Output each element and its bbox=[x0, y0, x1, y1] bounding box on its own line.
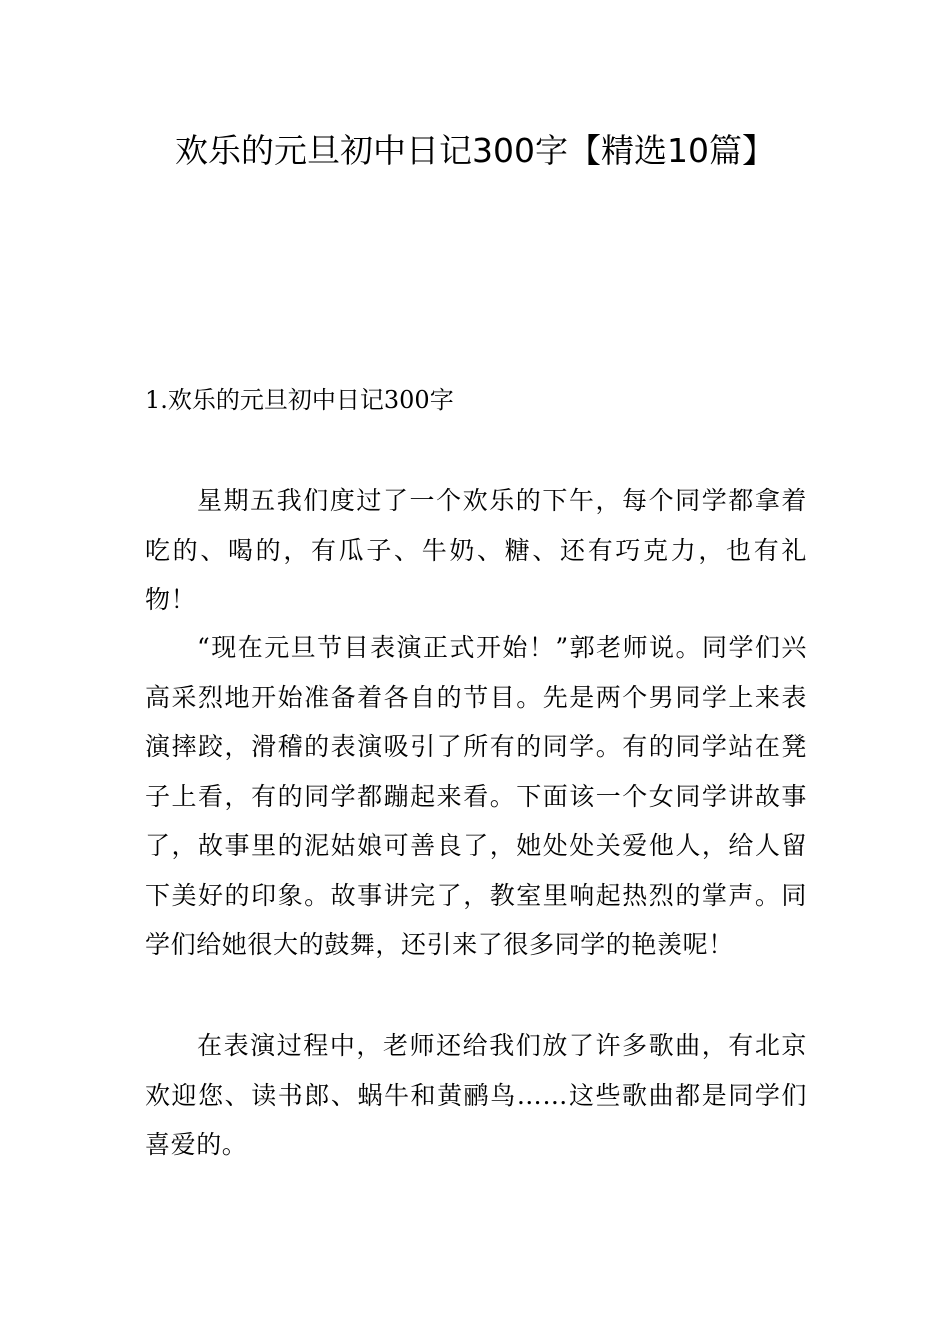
paragraph: 在表演过程中，老师还给我们放了许多歌曲，有北京欢迎您、读书郎、蜗牛和黄鹂鸟……这些歌曲都是同学们喜爱的。 bbox=[145, 1031, 807, 1159]
section-heading: 1.欢乐的元旦初中日记300字 bbox=[145, 386, 454, 414]
document-title: 欢乐的元旦初中日记300字【精选10篇】 bbox=[175, 131, 775, 170]
paragraph: “现在元旦节目表演正式开始！”郭老师说。同学们兴高采烈地开始准备着各自的节目。先是两个男同学上来表演摔跤，滑稽的表演吸引了所有的同学。有的同学站在凳子上看，有的同学都蹦起来看。下面该一个女同学讲故事了，故事里的泥姑娘可善良了，她处处关爱他人，给人留下美好的印象。故事讲完了，教室里响起热烈的掌声。同学们给她很大的鼓舞，还引来了很多同学的艳羡呢！ bbox=[145, 633, 807, 959]
paragraph: 星期五我们度过了一个欢乐的下午，每个同学都拿着吃的、喝的，有瓜子、牛奶、糖、还有巧克力，也有礼物！ bbox=[145, 486, 807, 614]
